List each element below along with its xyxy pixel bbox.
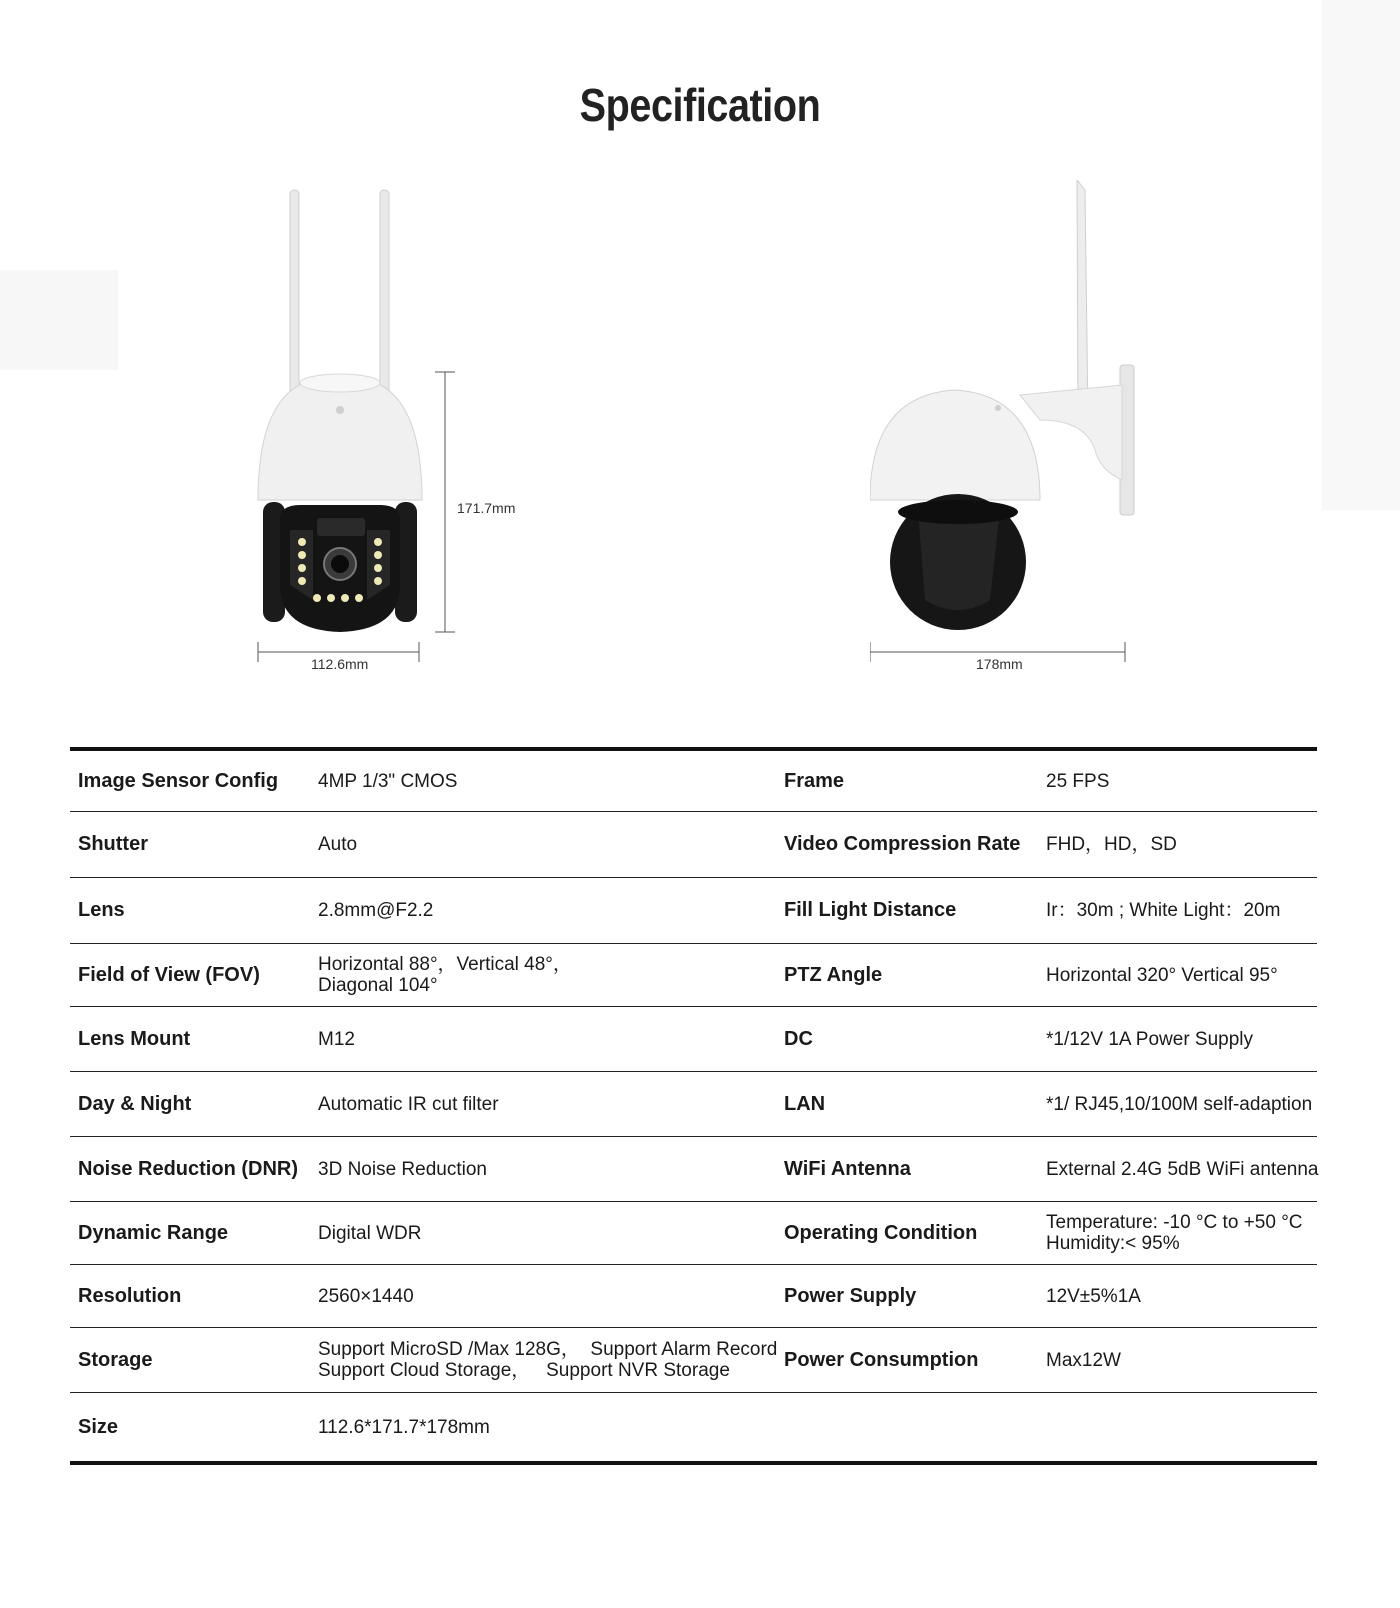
spec-key: LAN [784,1092,826,1115]
table-row [70,1393,1317,1461]
spec-value: 2.8mm@F2.2 [318,900,434,921]
spec-key: Shutter [78,833,148,855]
table-row [70,751,1317,812]
spec-value: External 2.4G 5dB WiFi antenna [1046,1158,1319,1180]
spec-key: Video Compression Rate [784,833,1021,855]
spec-key: Noise Reduction (DNR) [78,1157,298,1180]
spec-key: Image Sensor Config [78,769,279,792]
table-row [70,878,1317,944]
table-row [70,812,1317,878]
width-dimension-label: 112.6mm [311,656,369,672]
side-width-dimension-label: 178mm [976,656,1023,672]
spec-key: Lens [78,899,125,921]
spec-value-multiline [310,1339,776,1381]
spec-value-multiline [1038,1212,1317,1254]
table-row [70,1137,1317,1202]
spec-value: *1/ RJ45,10/100M self-adaption [1046,1093,1313,1115]
background-shade [0,270,118,370]
table-row [70,1265,1317,1328]
spec-value-line: Horizontal 88°，Vertical 48°， [318,954,572,975]
spec-value: Automatic IR cut filter [318,1093,499,1115]
spec-key: Frame [784,769,845,792]
page-title: Specification [579,79,821,131]
spec-value-line: Support Cloud Storage， Support NVR Storage [318,1360,730,1381]
specification-table [70,747,1317,1465]
spec-value: 3D Noise Reduction [318,1158,487,1180]
camera-front-view [255,180,555,700]
spec-key: WiFi Antenna [784,1157,911,1180]
spec-value: Horizontal 320° Vertical 95° [1046,964,1278,986]
table-row [70,944,1317,1007]
spec-value: 2560×1440 [318,1285,414,1307]
table-row [70,1328,1317,1393]
spec-key: Fill Light Distance [784,899,957,921]
camera-side-view [870,180,1150,700]
spec-value-line: Support MicroSD /Max 128G， Support Alarm Record [318,1339,778,1360]
spec-key: Field of View (FOV) [78,963,260,986]
spec-value-line: Temperature: -10 °C to +50 °C [1046,1212,1303,1233]
spec-key: PTZ Angle [784,963,883,986]
spec-key: Operating Condition [784,1221,978,1244]
table-row [70,1202,1317,1265]
spec-value: Ir：30m ; White Light：20m [1046,900,1281,921]
spec-value: Max12W [1046,1349,1121,1371]
background-shade [1322,0,1400,510]
spec-key: Lens Mount [78,1027,191,1050]
spec-value: 12V±5%1A [1046,1285,1141,1307]
table-row [70,1007,1317,1072]
spec-value-line: Diagonal 104° [318,975,438,996]
spec-key: Power Consumption [784,1348,979,1371]
spec-key: Dynamic Range [78,1221,229,1244]
height-dimension-label: 171.7mm [457,500,516,516]
spec-value: 25 FPS [1046,770,1110,792]
spec-key: DC [784,1027,813,1050]
spec-value-line: Humidity:< 95% [1046,1233,1180,1254]
camera-side-illustration [870,180,1150,700]
table-row [70,1072,1317,1137]
spec-value: 112.6*171.7*178mm [318,1416,490,1438]
spec-key: Storage [78,1348,153,1371]
spec-value: M12 [318,1028,355,1050]
spec-value: 4MP 1/3" CMOS [318,770,458,792]
spec-key: Day & Night [78,1092,192,1115]
spec-value: Auto [318,834,358,855]
spec-key: Power Supply [784,1284,917,1307]
spec-value: *1/12V 1A Power Supply [1046,1028,1254,1050]
camera-front-illustration [255,180,555,700]
spec-value-multiline [310,954,776,996]
spec-key: Resolution [78,1284,182,1307]
spec-key: Size [78,1415,119,1438]
spec-value: FHD，HD，SD [1046,834,1177,855]
spec-value: Digital WDR [318,1222,422,1244]
